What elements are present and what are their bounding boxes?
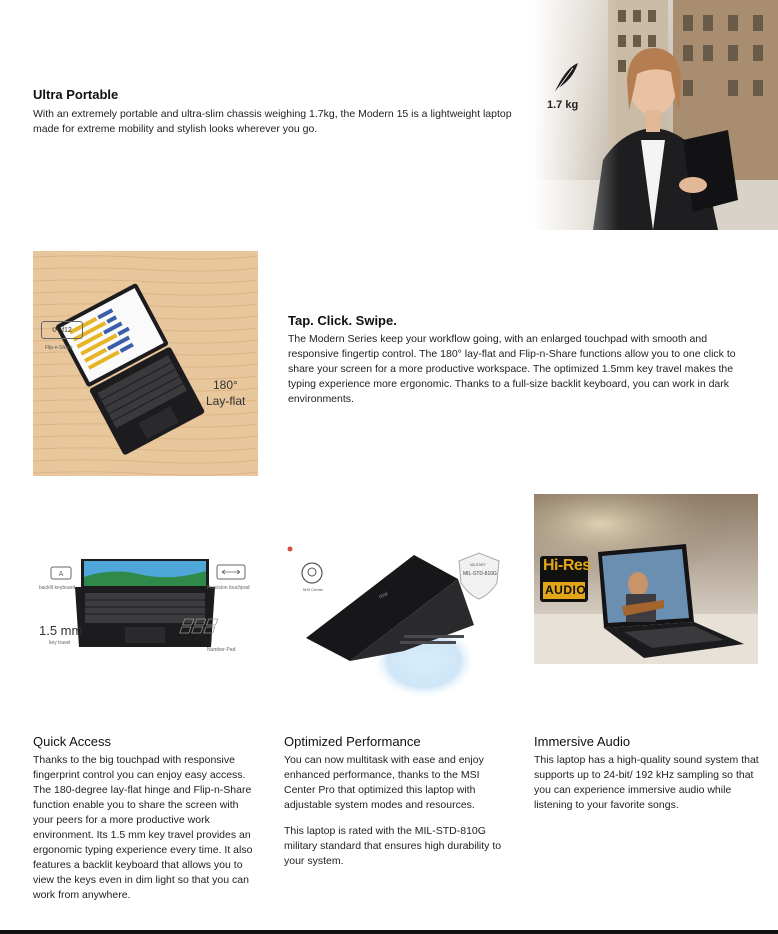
weight-label: 1.7 kg: [547, 99, 579, 111]
tap-click-swipe-text: The Modern Series keep your workflow going, with an enlarged touchpad with smooth and responsive fingertip control. The 180° lay-flat and Flip-n-Share functions allow you to one click to share your screen for a more productive workspace. The optimized 1.5mm key travel makes the typing experience more ergonomic. Thanks to a full-size backlit keyboard, you can work in dark environments.: [288, 333, 736, 405]
number-pad-label: Number-Pad: [207, 647, 236, 653]
tap-click-swipe-title: Tap. Click. Swipe.: [288, 313, 397, 328]
quick-access-image: [33, 547, 258, 662]
optimized-performance-text: You can now multitask with ease and enjoy enhanced performance, thanks to the MSI Center Pro that optimized this laptop with adjustable system modes and resources.: [284, 754, 484, 811]
ultra-portable-title: Ultra Portable: [33, 87, 119, 102]
precision-touchpad-label: Precision touchpad: [207, 585, 250, 591]
lay-flat-laptop-photo: [33, 251, 258, 476]
bottom-divider: [0, 930, 778, 934]
svg-text:msi: msi: [378, 591, 390, 601]
quick-access-title: Quick Access: [33, 734, 112, 749]
hi-res-label: Hi-Res: [543, 557, 591, 574]
woman-with-laptop-photo: [533, 0, 778, 230]
mil-std-label: MIL-STD-810G: [463, 571, 497, 577]
immersive-audio-text: This laptop has a high-quality sound system that supports up to 24-bit/ 192 kHz sampling so that you can experience immersive audio while listening to your favorite songs.: [534, 754, 759, 811]
immersive-audio-image: [534, 494, 758, 664]
mil-std-top-label: MILITARY: [470, 563, 486, 567]
mil-std-text: This laptop is rated with the MIL-STD-810G military standard that ensures high durability to your system.: [284, 825, 502, 867]
f12-key-label: f12: [62, 326, 72, 334]
feather-icon: [551, 62, 579, 101]
svg-text:A: A: [58, 571, 64, 578]
msi-center-label: MSI Center: [303, 587, 324, 592]
flip-icon: ⟳: [52, 327, 59, 334]
quick-access-text: Thanks to the big touchpad with responsive fingerprint control you can enjoy easy access. The 180-degree lay-flat hinge and Flip-n-Share function enable you to share the screen with your peers for a more productive work environment. Its 1.5 mm key travel provides an ergonomic typing experience every time. It also features a backlit keyboard that allows you to view the keys even in dim light so that you can work from anywhere.: [33, 754, 253, 901]
immersive-audio-title: Immersive Audio: [534, 734, 631, 749]
ultra-portable-text: With an extremely portable and ultra-slim chassis weighing 1.7kg, the Modern 15 is a lightweight laptop made for extreme mobility and stylish looks wherever you go.: [33, 108, 512, 135]
audio-label: AUDIO: [545, 583, 587, 597]
backlit-keyboard-label: backlit keyboard: [39, 585, 76, 591]
optimized-performance-title: Optimized Performance: [284, 734, 421, 749]
key-travel-caption: key travel: [49, 640, 71, 646]
f12-key-badge: [41, 321, 83, 339]
optimized-performance-image: [284, 543, 509, 698]
flip-n-share-caption: Flip-n-Share: [45, 345, 73, 351]
key-travel-label: 1.5 mm: [39, 623, 83, 638]
lay-flat-label: Lay-flat: [206, 394, 246, 408]
angle-label: 180°: [213, 378, 238, 392]
weight-badge: [545, 62, 585, 114]
